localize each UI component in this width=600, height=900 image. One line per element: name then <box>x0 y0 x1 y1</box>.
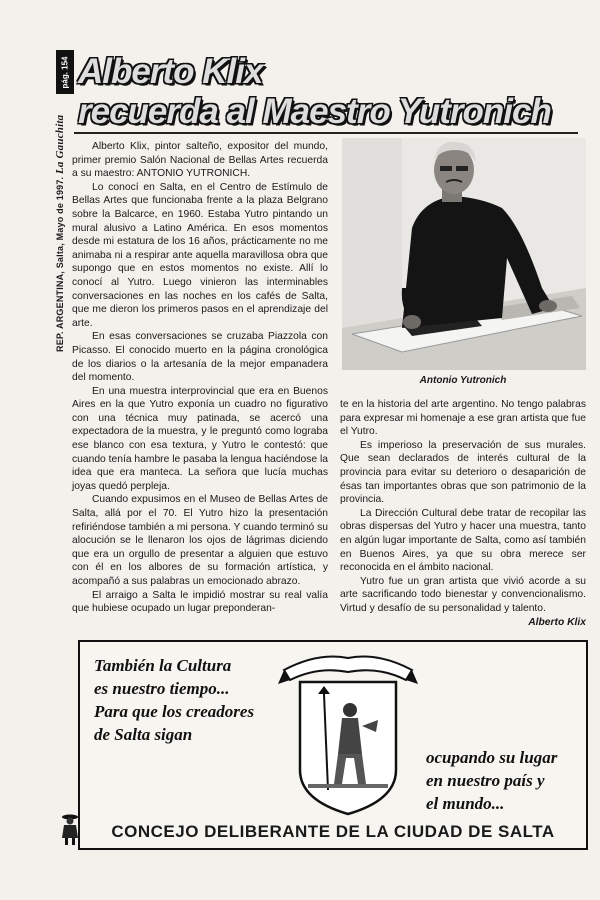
paragraph: Es imperioso la preservación de sus murales. Que sean declarados de interés cultural de la provincia para evitar su deterioro o desaparición de ésas tan importantes obras que son patrimonio de la provincia. <box>340 439 586 506</box>
side-credit <box>54 112 70 352</box>
ad-slogan-right <box>426 746 557 815</box>
city-coat-of-arms-icon <box>278 650 418 818</box>
headline-rule <box>74 132 578 134</box>
paragraph: Cuando expusimos en el Museo de Bellas Artes de Salta, allá por el 70. El Yutro hizo la presentación refiriéndose también a mi persona. Y cuando terminó su alocución se le llenaron los ojos de lágrimas diciendo que era un orgullo de presentar a alguien que estuvo con él en los albores de su formación artística, y acompañó a sus palabras un emocionado abrazo. <box>72 494 328 587</box>
advertisement-box <box>78 640 588 850</box>
portrait-photo <box>342 138 586 370</box>
paragraph: te en la historia del arte argentino. No tengo palabras para expresar mi homenaje a ese gran artista que fue el Yutro. <box>340 399 586 438</box>
paragraph: En una muestra interprovincial que era en Buenos Aires en la que Yutro exponía un cuadro no figurativo con una técnica muy patinada, se acercó una expectadora de la muestra, y le preguntó como lograba ese blanco con esa textura, y Yutro le contestó: que cuando tenía hambre le pasaba la lengua haciéndose la idea que era manteca. La señora que lucía muchas joyas quedó perpleja. <box>72 385 328 492</box>
paragraph: En esas conversaciones se cruzaba Piazzola con Picasso. El conocido muerto en la página cronológica de los diarios o la artesanía de la mejor empanadera del momento. <box>72 331 328 384</box>
headline <box>78 52 578 132</box>
magazine-name: La Gauchita <box>54 114 66 175</box>
paragraph: La Dirección Cultural debe tratar de recopilar las obras dispersas del Yutro y hacer una muestra, tanto en algún lugar importante de Salta, como así también en Buenos Aires, ya que su obra merece ser reconocida en el ámbito nacional. <box>340 507 586 574</box>
ad-slogan-line: ocupando su lugar <box>426 748 558 767</box>
ad-slogan-line: Para que los creadores <box>94 702 255 721</box>
ad-footer: CONCEJO DELIBERANTE DE LA CIUDAD DE SALTA <box>111 822 555 841</box>
ad-slogan-line: También la Cultura <box>94 656 232 675</box>
paragraph: Lo conocí en Salta, en el Centro de Estímulo de Bellas Artes que funcionaba frente a la plaza Belgrano sobre la Balcarce, en 1960. Estaba Yutro pintando un mural alusivo a Latino América. En esos momentos desde mi estatura de los 16 años, prácticamente no me animaba ni a respirar ante aquella maravillosa obra que supongo que en estos momentos no existe. Allí lo conocí al Yutro. Luego vinieron las interminables conversaciones en las noches en los cafés de Salta, que me dieron los primeros pasos en el aprendizaje del arte. <box>72 181 328 329</box>
portrait-illustration <box>342 138 586 370</box>
page-number-box <box>56 50 74 94</box>
headline-line-2: recuerda al Maestro Yutronich <box>78 92 551 131</box>
paragraph: Alberto Klix, pintor salteño, expositor del mundo, primer premio Salón Nacional de Bellas Artes recuerda a su maestro: ANTONIO YUTRONICH. <box>72 141 328 180</box>
side-credit-text: REP. ARGENTINA, Salta, Mayo de 1997. <box>55 176 65 352</box>
ad-slogan-line: el mundo... <box>426 794 505 813</box>
ad-slogan-line: en nuestro país y <box>426 771 545 790</box>
page-number: pág. 154 <box>60 55 70 89</box>
ad-slogan-line: es nuestro tiempo... <box>94 679 230 698</box>
ad-slogan-line: de Salta sigan <box>94 725 193 744</box>
article-column-2 <box>340 398 586 629</box>
paragraph: El arraigo a Salta le impidió mostrar su real valía que hubiese ocupado un lugar preponderan- <box>72 589 328 615</box>
article-column-1 <box>72 140 328 616</box>
paragraph: Yutro fue un gran artista que vivió acorde a su arte sacrificando todo bienestar y convencionalismo. Virtud y desafío de su personalidad y talento. <box>340 575 586 614</box>
ad-slogan-left <box>94 654 254 746</box>
gaucho-mascot-icon <box>60 812 80 846</box>
photo-caption: Antonio Yutronich <box>419 375 507 386</box>
author-signature: Alberto Klix <box>528 616 586 628</box>
headline-line-1: Alberto Klix <box>78 52 263 91</box>
